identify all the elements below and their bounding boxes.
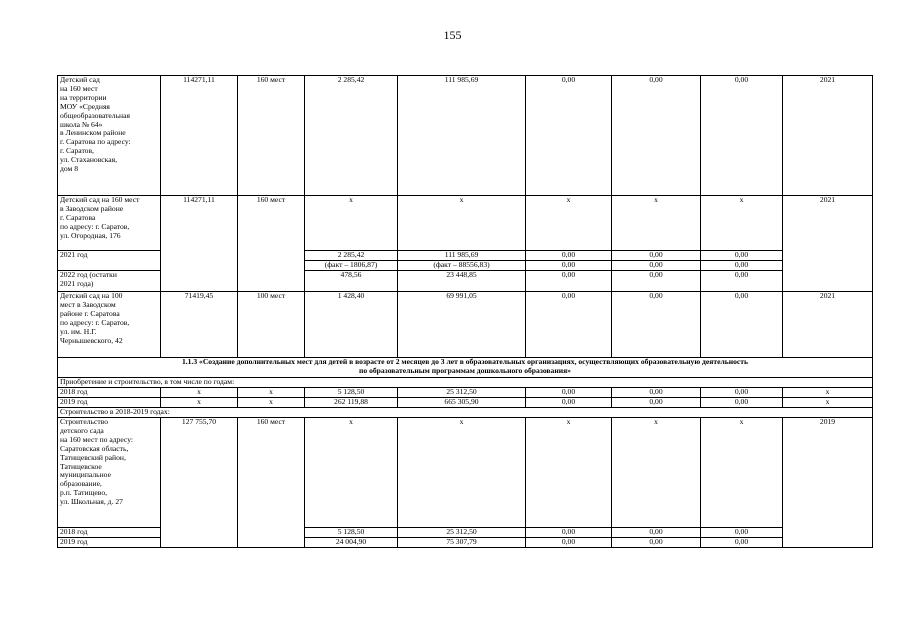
year-cell: 2021 (783, 76, 873, 196)
value-cell: х (305, 418, 398, 528)
value-cell: 0,00 (612, 271, 701, 292)
value-cell: 0,00 (612, 76, 701, 196)
capacity-cell: 160 мест (238, 418, 305, 548)
value-cell: 111 985,69 (398, 76, 526, 196)
value-cell: 25 312,50 (398, 388, 526, 398)
value-cell: 0,00 (612, 538, 701, 548)
row-label: 2019 год (58, 398, 161, 408)
row-name: Строительство детского сада на 160 мест по адресу: Саратовская область, Татищевский район, Татищевское муниципальное образование, р.п. Татищево, ул. Школьная, д. 27 (58, 418, 161, 528)
value-cell: х (612, 196, 701, 251)
section-heading: 1.1.3 «Создание дополнительных мест для детей в возрасте от 2 месяцев до 3 лет в образовательных организациях, осуществляющих образовательную деятельность по образовательным программам дошкольного образования» (58, 358, 873, 378)
year-cell: 2019 (783, 418, 873, 548)
value-cell: х (526, 418, 612, 528)
table-row (58, 76, 873, 196)
table-row (58, 398, 873, 408)
value-cell: 69 991,05 (398, 292, 526, 358)
table-row (58, 388, 873, 398)
cost-cell: 127 755,70 (161, 418, 238, 548)
value-cell: 0,00 (612, 292, 701, 358)
value-cell: 0,00 (612, 261, 701, 271)
cost-cell: х (161, 398, 238, 408)
value-cell: 2 285,42 (305, 76, 398, 196)
value-cell: 75 307,79 (398, 538, 526, 548)
row-label: 2018 год (58, 388, 161, 398)
table-row (58, 196, 873, 251)
value-cell: 0,00 (701, 292, 783, 358)
year-cell: х (783, 388, 873, 398)
value-cell: 111 985,69 (398, 251, 526, 261)
value-cell: 0,00 (612, 398, 701, 408)
value-cell: 5 128,50 (305, 388, 398, 398)
value-cell: 0,00 (526, 271, 612, 292)
value-cell: 0,00 (526, 292, 612, 358)
value-cell: 0,00 (701, 76, 783, 196)
group-heading: Приобретение и строительство, в том числе по годам: (58, 378, 873, 388)
value-cell: 24 004,90 (305, 538, 398, 548)
capacity-cell: 160 мест (238, 196, 305, 292)
value-cell: 0,00 (526, 251, 612, 261)
document-table-container (57, 75, 872, 548)
value-cell: х (526, 196, 612, 251)
value-cell: х (701, 418, 783, 528)
capacity-cell: х (238, 388, 305, 398)
value-cell: 0,00 (526, 76, 612, 196)
row-label: 2019 год (58, 538, 161, 548)
value-cell: 23 448,85 (398, 271, 526, 292)
cost-cell: 71419,45 (161, 292, 238, 358)
table-row (58, 418, 873, 528)
row-label: 2018 год (58, 528, 161, 538)
value-cell: 0,00 (612, 528, 701, 538)
value-cell: х (398, 418, 526, 528)
value-cell: 0,00 (526, 528, 612, 538)
year-cell: 2021 (783, 196, 873, 292)
table-row (58, 378, 873, 388)
value-cell: х (701, 196, 783, 251)
value-cell: 2 285,42 (305, 251, 398, 261)
value-cell: х (612, 418, 701, 528)
value-cell: 665 305,90 (398, 398, 526, 408)
row-name: Детский сад на 100 мест в Заводском районе г. Саратова по адресу: г. Саратов, ул. им. Н.Г. Чернышевского, 42 (58, 292, 161, 358)
capacity-cell: х (238, 398, 305, 408)
page-number: 155 (443, 28, 462, 42)
value-cell: 0,00 (701, 388, 783, 398)
value-cell: (факт – 1806,87) (305, 261, 398, 271)
value-cell: 0,00 (701, 271, 783, 292)
value-cell: 25 312,50 (398, 528, 526, 538)
value-cell: (факт – 88556,83) (398, 261, 526, 271)
value-cell: 0,00 (612, 251, 701, 261)
row-name: Детский сад на 160 мест на территории МОУ «Средняя общеобразовательная школа № 64» в Ленинском районе г. Саратова по адресу: г. Саратов, ул. Стахановская, дом 8 (58, 76, 161, 196)
value-cell: 1 428,40 (305, 292, 398, 358)
cost-cell: 114271,11 (161, 76, 238, 196)
cost-cell: 114271,11 (161, 196, 238, 292)
year-cell: х (783, 398, 873, 408)
value-cell: 0,00 (612, 388, 701, 398)
value-cell: 0,00 (526, 388, 612, 398)
value-cell: 0,00 (701, 251, 783, 261)
value-cell: 0,00 (701, 398, 783, 408)
table-row (58, 358, 873, 378)
value-cell: х (398, 196, 526, 251)
value-cell: 0,00 (701, 528, 783, 538)
value-cell: 478,56 (305, 271, 398, 292)
capacity-cell: 100 мест (238, 292, 305, 358)
row-label: 2022 год (остатки 2021 года) (58, 271, 161, 292)
value-cell: 0,00 (526, 538, 612, 548)
table-row (58, 292, 873, 358)
value-cell: 0,00 (701, 261, 783, 271)
group-heading: Строительство в 2018-2019 годах: (58, 408, 873, 418)
cost-cell: х (161, 388, 238, 398)
capacity-cell: 160 мест (238, 76, 305, 196)
year-cell: 2021 (783, 292, 873, 358)
table-row (58, 408, 873, 418)
value-cell: 0,00 (526, 398, 612, 408)
value-cell: х (305, 196, 398, 251)
value-cell: 0,00 (526, 261, 612, 271)
value-cell: 0,00 (701, 538, 783, 548)
row-name: Детский сад на 160 мест в Заводском районе г. Саратова по адресу: г. Саратов, ул. Огородная, 176 (58, 196, 161, 251)
row-label: 2021 год (58, 251, 161, 271)
value-cell: 5 128,50 (305, 528, 398, 538)
data-table (57, 75, 873, 548)
value-cell: 262 119,88 (305, 398, 398, 408)
